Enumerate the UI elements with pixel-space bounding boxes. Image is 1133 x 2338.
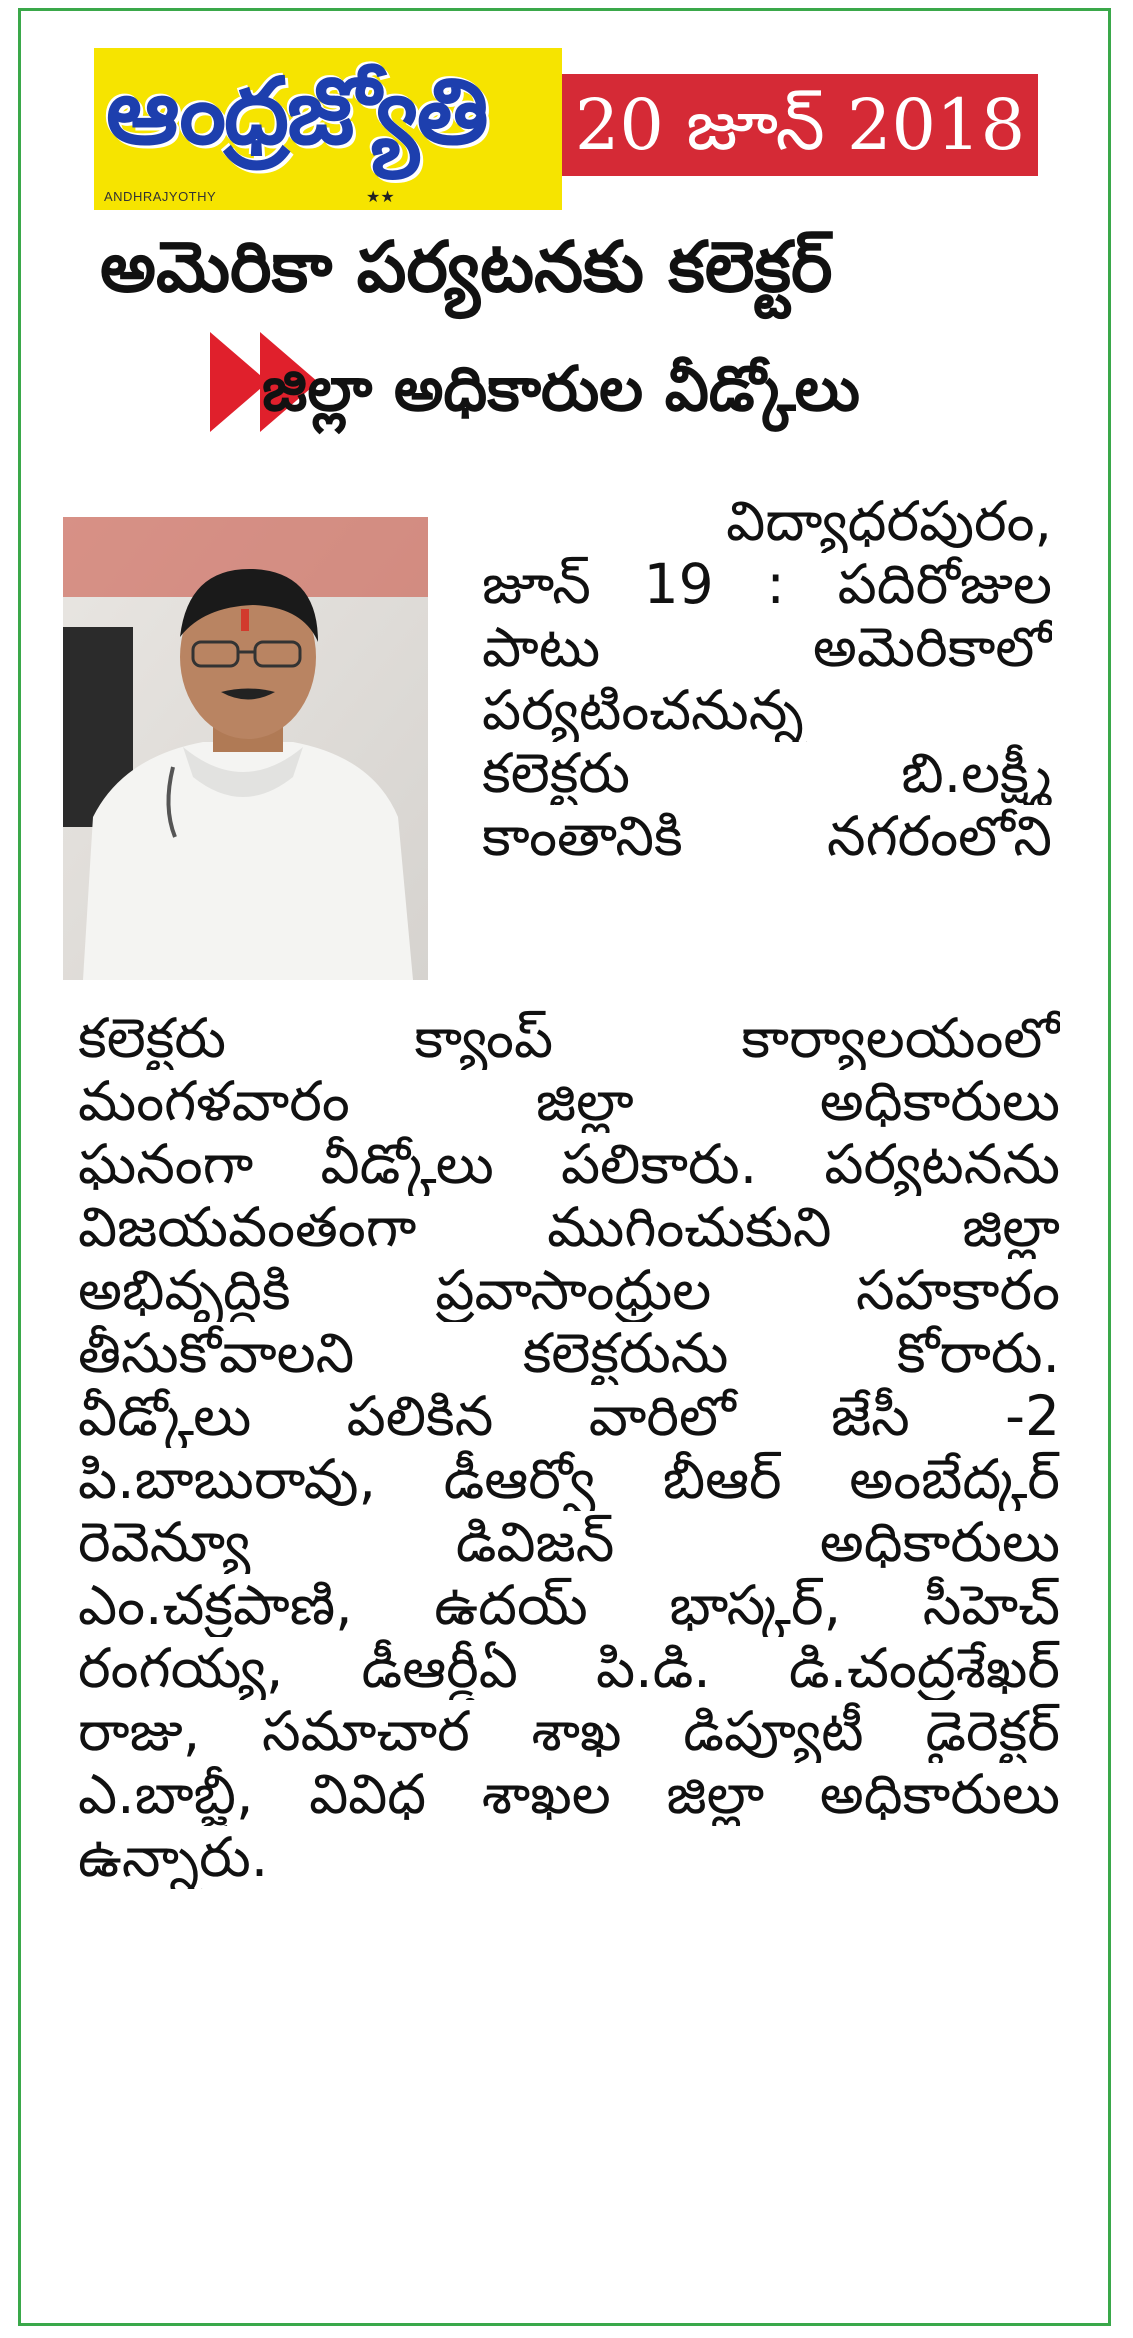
- body-line: ఘనంగా వీడ్కోలు పలికారు. పర్యటనను: [78, 1133, 1060, 1196]
- body-line: పాటు అమెరికాలో: [482, 616, 1052, 679]
- collector-photo: [63, 517, 428, 980]
- body-line: పి.బాబురావు, డీఆర్వో బీఆర్ అంబేద్కర్: [78, 1448, 1060, 1511]
- body-line: ఎం.చక్రపాణి, ఉదయ్ భాస్కర్, సీహెచ్: [78, 1574, 1060, 1637]
- body-line: మంగళవారం జిల్లా అధికారులు: [78, 1070, 1060, 1133]
- body-line: రెవెన్యూ డివిజన్ అధికారులు: [78, 1511, 1060, 1574]
- body-line: తీసుకోవాలని కలెక్టరును కోరారు.: [78, 1322, 1060, 1385]
- body-line: ఉన్నారు.: [78, 1826, 269, 1889]
- article-subheadline: జిల్లా అధికారుల వీడ్కోలు: [262, 352, 861, 425]
- newspaper-logo: [94, 48, 562, 210]
- body-line: వీడ్కోలు పలికిన వారిలో జేసీ -2: [78, 1385, 1060, 1448]
- body-line: కలెక్టరు క్యాంప్ కార్యాలయంలో: [78, 1007, 1060, 1070]
- body-line: విజయవంతంగా ముగించుకుని జిల్లా: [78, 1196, 1060, 1259]
- article-right-column: [482, 490, 1052, 868]
- body-line: రాజు, సమాచార శాఖ డిప్యూటీ డైరెక్టర్: [78, 1700, 1060, 1763]
- logo-text: ఆంధ్రజ్యోతి: [106, 58, 487, 165]
- logo-subtitle: ANDHRAJYOTHY: [104, 189, 217, 204]
- logo-stars: ★★: [366, 187, 395, 206]
- body-line: పర్యటించనున్న: [482, 679, 804, 742]
- body-line: అభివృద్ధికి ప్రవాసాంధ్రుల సహకారం: [78, 1259, 1060, 1322]
- body-line: రంగయ్య, డీఆర్డీఏ పి.డి. డి.చంద్రశేఖర్: [78, 1637, 1060, 1700]
- body-line: కలెక్టరు బి.లక్ష్మీ: [482, 742, 1052, 805]
- article-headline: అమెరికా పర్యటనకు కలెక్టర్: [100, 226, 833, 308]
- body-line: జూన్ 19 : పదిరోజుల: [482, 553, 1052, 616]
- body-line: కాంతానికి నగరంలోని: [482, 805, 1052, 868]
- body-line: ఎ.బాబ్జీ, వివిధ శాఖల జిల్లా అధికారులు: [78, 1763, 1060, 1826]
- edition-date: 20 జూన్ 2018: [574, 84, 1026, 166]
- dateline: విద్యాధరపురం,: [726, 490, 1052, 553]
- article-body: [78, 1007, 1060, 1889]
- date-banner: [562, 74, 1038, 176]
